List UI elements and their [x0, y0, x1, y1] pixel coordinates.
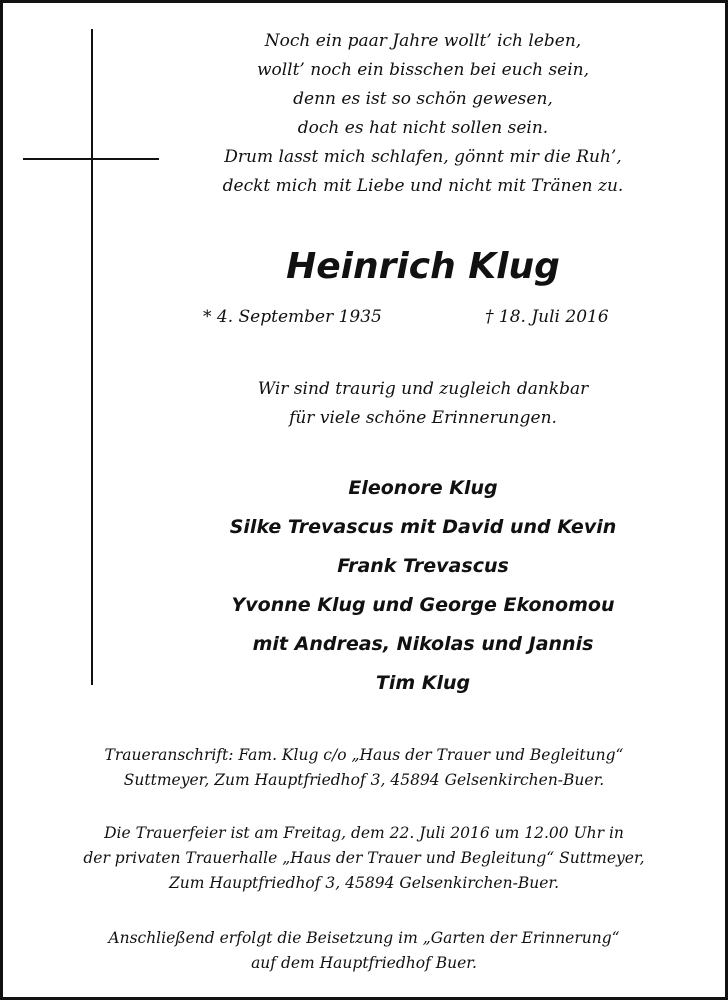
deceased-name: Heinrich Klug	[286, 246, 560, 287]
mourner-line: Frank Trevascus	[337, 555, 509, 577]
poem-line: denn es ist so schön gewesen,	[293, 89, 553, 109]
mourner-line: mit Andreas, Nikolas und Jannis	[252, 633, 594, 655]
mourner-line: Tim Klug	[375, 672, 471, 694]
address-line: Suttmeyer, Zum Hauptfriedhof 3, 45894 Gelsenkirchen-Buer.	[123, 771, 605, 789]
poem-line: Drum lasst mich schlafen, gönnt mir die Ruh’,	[224, 147, 622, 167]
ceremony-line: Die Trauerfeier ist am Freitag, dem 22. Juli 2016 um 12.00 Uhr in	[104, 824, 624, 842]
poem-line: deckt mich mit Liebe und nicht mit Tränen zu.	[222, 176, 624, 196]
address-line: Traueranschrift: Fam. Klug c/o „Haus der Trauer und Begleitung“	[104, 746, 624, 764]
mourning-address	[13, 743, 715, 793]
thanks-line: Wir sind traurig und zugleich dankbar	[257, 379, 589, 399]
thanks-line: für viele schöne Erinnerungen.	[289, 408, 557, 428]
cross-vertical-bar	[91, 29, 93, 685]
mourner-line: Silke Trevascus mit David und Kevin	[229, 516, 617, 538]
death-date: † 18. Juli 2016	[485, 307, 609, 327]
burial-info	[13, 926, 715, 976]
funeral-ceremony-info	[13, 821, 715, 896]
burial-line: auf dem Hauptfriedhof Buer.	[251, 954, 477, 972]
ceremony-line: Zum Hauptfriedhof 3, 45894 Gelsenkirchen-Buer.	[168, 874, 559, 892]
poem-line: Noch ein paar Jahre wollt’ ich leben,	[264, 31, 582, 51]
mourner-line: Eleonore Klug	[348, 477, 498, 499]
mourner-line: Yvonne Klug und George Ekonomou	[231, 594, 615, 616]
poem	[173, 27, 673, 201]
ceremony-line: der privaten Trauerhalle „Haus der Trauer und Begleitung“ Suttmeyer,	[83, 849, 645, 867]
poem-line: wollt’ noch ein bisschen bei euch sein,	[256, 60, 590, 80]
birth-date: * 4. September 1935	[203, 307, 382, 327]
thanks-text	[173, 375, 673, 433]
poem-line: doch es hat nicht sollen sein.	[297, 118, 549, 138]
mourners-list	[153, 469, 693, 703]
cross-horizontal-bar	[23, 158, 159, 160]
burial-line: Anschließend erfolgt die Beisetzung im „Garten der Erinnerung“	[108, 929, 620, 947]
